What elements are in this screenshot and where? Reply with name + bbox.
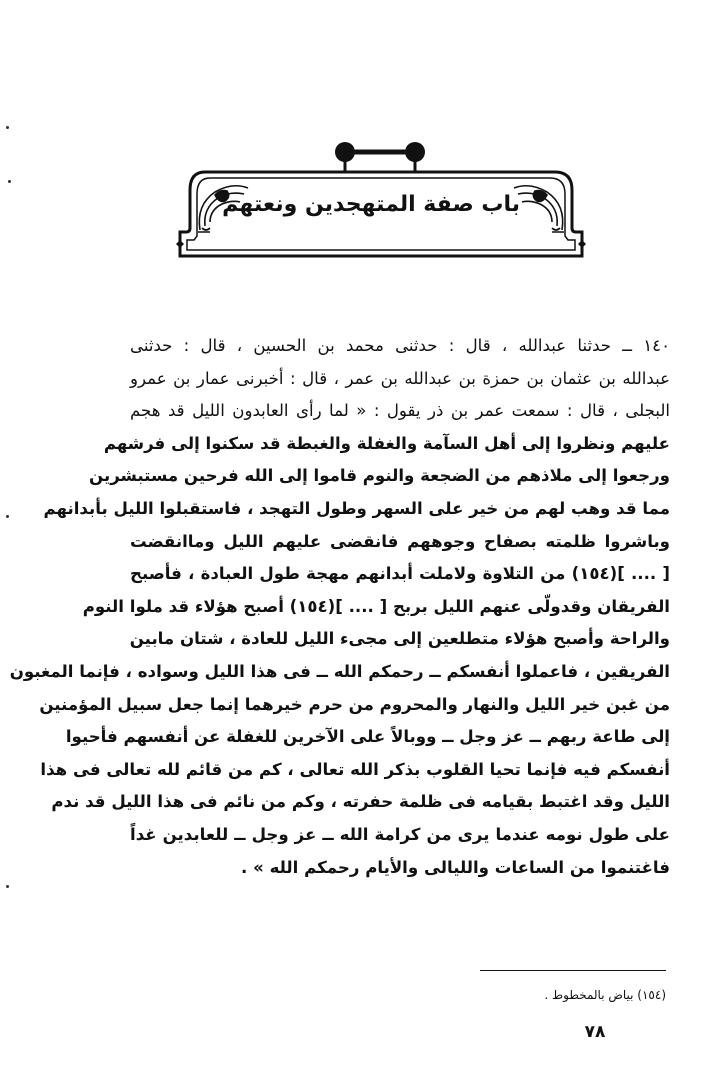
scan-speck [6, 515, 9, 518]
text-line: مما قد وهب لهم من خير على السهر وطول التهجد ، فاستقبلوا الليل بأبدانهم [43, 498, 670, 518]
text-line: من غبن خير الليل والنهار والمحروم من حرم خيرهما إنما جعل سبيل المؤمنين [39, 694, 670, 714]
text-line: أنفسكم فيه فإنما تحيا القلوب بذكر الله تعالى ، كم من قائم لله تعالى فى هذا [40, 759, 670, 779]
scan-speck [6, 885, 9, 888]
text-line: ١٤٠ ــ حدثنا عبدالله ، قال : حدثنى محمد بن الحسين ، قال : حدثنى [130, 336, 670, 355]
right-corner-ornament [514, 186, 564, 232]
header-ornament [0, 0, 727, 290]
text-line: عليهم ونظروا إلى أهل السآمة والغفلة والغبطة قد سكنوا إلى فرشهم [103, 433, 670, 453]
text-line: وباشروا ظلمته بصفاح وجوههم فانقضى عليهم الليل وماانقضت [130, 531, 670, 551]
hadith-paragraph [9, 330, 670, 884]
text-line: البجلى ، قال : سمعت عمر بن ذر يقول : « لما رأى العابدون الليل قد هجم [130, 401, 670, 421]
text-line: الليل وقد اغتبط بقيامه فى ظلمة حفرته ، وكم من نائم فى هذا الليل قد ندم [51, 792, 670, 812]
text-line: عبدالله بن عثمان بن حمزة بن عبدالله بن عمر ، قال : أخبرنى عمار بن عمرو [130, 368, 670, 388]
text-line: [ .... ](١٥٤) من التلاوة ولاملت أبدانهم مهجة طول العبادة ، فأصبح [130, 564, 670, 584]
text-line: الفريقان وقدولّى عنهم الليل بربح [ .... ](١٥٤) أصبح هؤلاء قد ملوا النوم [82, 596, 670, 616]
text-line: ورجعوا إلى ملاذهم من الضجعة والنوم قاموا إلى الله فرحين مستبشرين [89, 466, 670, 486]
scan-speck [8, 180, 11, 183]
text-line: والراحة وأصبح هؤلاء متطلعين إلى مجىء الليل للعادة ، شتان مابين [129, 629, 670, 649]
footnote: (١٥٤) بياض بالمخطوط . [544, 988, 666, 1002]
text-line: فاغتنموا من الساعات والليالى والأيام رحمكم الله » . [241, 857, 670, 877]
text-line: الفريقين ، فاعملوا أنفسكم ــ رحمكم الله ــ فى هذا الليل وسواده ، فإنما المغبون [9, 661, 670, 681]
text-line: إلى طاعة ربهم ــ عز وجل ــ ووبالاً على الآخرين للغفلة عن أنفسهم فأحيوا [65, 727, 670, 747]
page-number: ٧٨ [584, 1022, 606, 1042]
footnote-divider [480, 970, 666, 971]
chapter-title: باب صفة المتهجدين ونعتهم [222, 192, 520, 217]
text-line: على طول نومه عندما يرى من كرامة الله ــ عز وجل ــ للعابدين غداً [130, 824, 670, 844]
scan-speck [6, 126, 9, 129]
